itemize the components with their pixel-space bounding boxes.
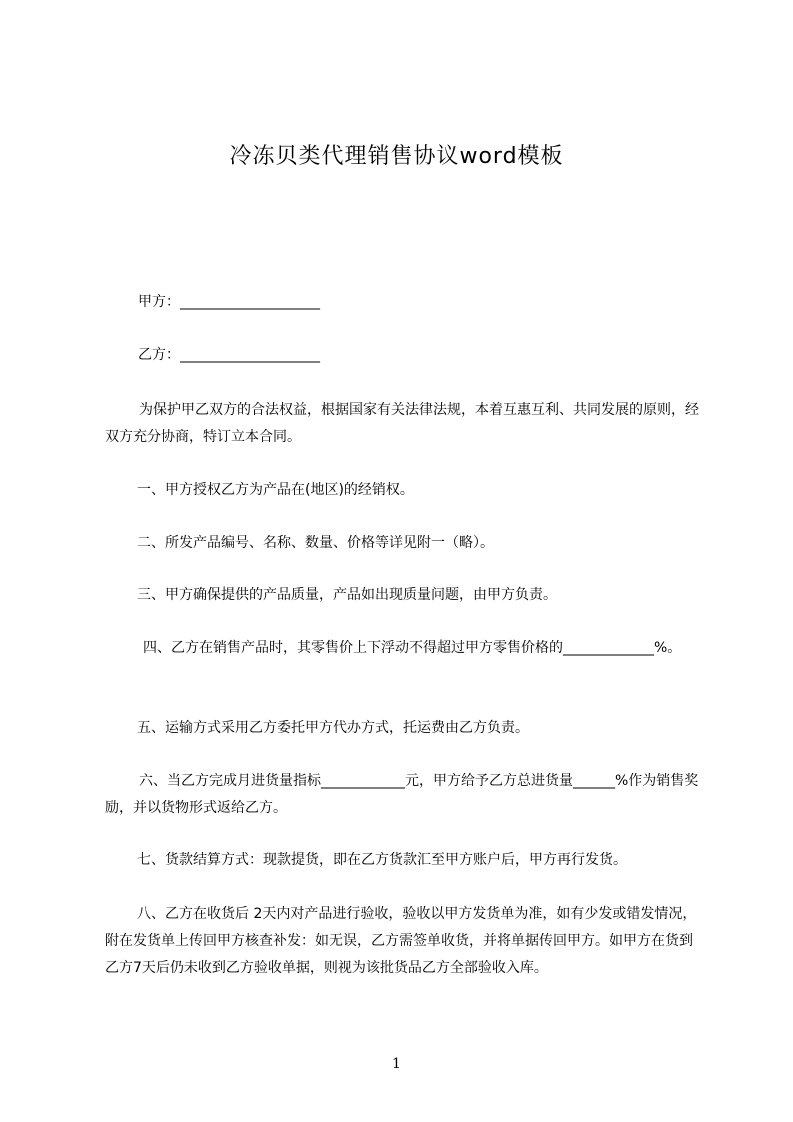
intro-paragraph: 为保护甲乙双方的合法权益，根据国家有关法律法规，本着互惠互利、共同发展的原则，经双方充分协商，特订立本合同。 <box>105 402 699 445</box>
clause-6: 六、当乙方完成月进货量指标____________元，甲方给予乙方总进货量______%作为销售奖励，并以货物形式返给乙方。 <box>105 773 699 816</box>
clause-1: 一、甲方授权乙方为产品在(地区)的经销权。 <box>137 482 414 498</box>
party-b-line: 乙方：____________________ <box>138 347 320 363</box>
clause-2: 二、所发产品编号、名称、数量、价格等详见附一（略）。 <box>137 535 494 551</box>
page-number: 1 <box>392 1056 401 1072</box>
clause-4: 四、乙方在销售产品时，其零售价上下浮动不得超过甲方零售价格的_____________%。 <box>143 640 682 656</box>
clause-8: 八、乙方在收货后 2天内对产品进行验收，验收以甲方发货单为准，如有少发或错发情况，附在发货单上传回甲方核查补发：如无误，乙方需签单收货，并将单据传回甲方。如甲方在货到乙方7天后仍未收到乙方验收单据，则视为该批货品乙方全部验收入库。 <box>105 906 697 976</box>
clause-3: 三、甲方确保提供的产品质量，产品如出现质量问题，由甲方负责。 <box>137 587 557 603</box>
document-title: 冷冻贝类代理销售协议word模板 <box>229 144 564 169</box>
clause-7: 七、货款结算方式：现款提货，即在乙方货款汇至甲方账户后，甲方再行发货。 <box>137 852 627 868</box>
party-a-line: 甲方：____________________ <box>138 294 320 310</box>
clause-5: 五、运输方式采用乙方委托甲方代办方式，托运费由乙方负责。 <box>137 720 529 736</box>
